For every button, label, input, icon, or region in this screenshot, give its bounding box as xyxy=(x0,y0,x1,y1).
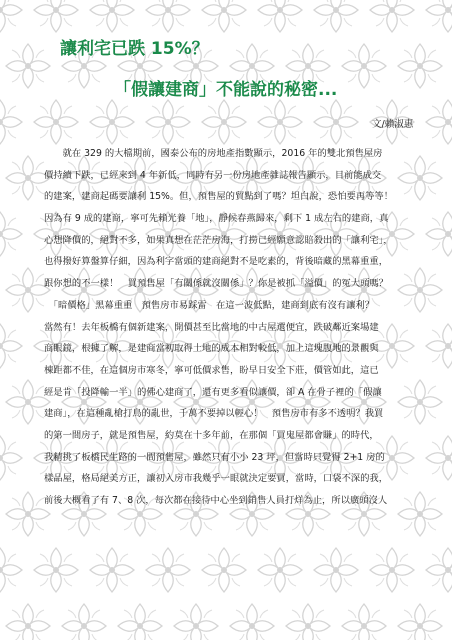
body-line: 商眼鏡，根據了解，是建商當初取得土地的成本相對較低，加上這塊腹地的景觀與 xyxy=(44,343,379,355)
body-line: 就在 329 的大檔期前，國泰公布的房地產指數顯示，2016 年的雙北預售屋房 xyxy=(44,148,383,159)
body-line: 「暗價格」黑幕重重 預售房市易踩雷 在這一波低點，建商到底有沒有讓利？ xyxy=(44,299,375,311)
body-line: 樣品屋，格局絕美方正，讓初入房市我幾乎一眼就決定要買，當時，口袋不深的我， xyxy=(44,473,388,485)
body-line: 我精挑了板橋民生路的一間預售屋，雖然只有小小 23 坪，但當時只覺得 2+1 房的 xyxy=(44,451,385,463)
body-line: 建商」，在這種亂槍打鳥的亂世，千萬不要掉以輕心！ 預售房市有多不透明？我買 xyxy=(44,408,384,420)
body-line: 的第一間房子，就是預售屋，約莫在十多年前，在那個「買鬼屋都會賺」的時代， xyxy=(44,429,379,441)
body-line: 心想降價的，絕對不多，如果真想在茫茫房海，打撈已經願意認賠殺出的「讓利宅」， xyxy=(44,234,393,246)
body-line: 當然有！去年板橋有個新建案，開價甚至比當地的中古屋還便宜，跌破鄰近案場建 xyxy=(44,321,379,333)
body-line: 也得撥好算盤算仔細，因為利字當頭的建商絕對不是吃素的，背後暗藏的黑幕重重， xyxy=(44,256,388,268)
author-byline: 文/賴淑惠 xyxy=(372,119,414,130)
body-line: 經是肯「投降輸一半」的佛心建商了，還有更多看似讓價，卻 A 在骨子裡的「假讓 xyxy=(44,386,382,398)
body-line: 因為有 9 成的建商，寧可先賴光養「地」，靜候春燕歸來，剩下 1 成左右的建商，真 xyxy=(44,213,389,225)
article-title-line-1: 讓利宅已跌 15%？ xyxy=(60,39,209,59)
body-line: 前後大概看了有 7、8 次，每次都在接待中心坐到銷售人員打烊為止，所以廣頭沒人 xyxy=(44,495,388,506)
body-line: 棟距都不佳，在這個房市寒冬，寧可低價求售，盼早日安全下莊，價管如此，這已 xyxy=(44,364,379,376)
article-title-line-2: 「假讓建商」不能說的秘密... xyxy=(114,80,338,100)
body-line: 價持續下跌，已經來到 4 年新低，同時有另一份房地產雜誌報告顯示，目前能成交 xyxy=(44,169,382,181)
body-line: 跟你想的不一樣！ 買預售屋「有關係就沒關係」？你是被抓「溢價」的冤大頭嗎？ xyxy=(44,278,388,290)
body-line: 的建案，建商起碼要讓利 15%。但，預售屋的貿點到了嗎？坦白說，恐怕要再等等！ xyxy=(44,191,394,203)
article-body xyxy=(44,143,452,512)
